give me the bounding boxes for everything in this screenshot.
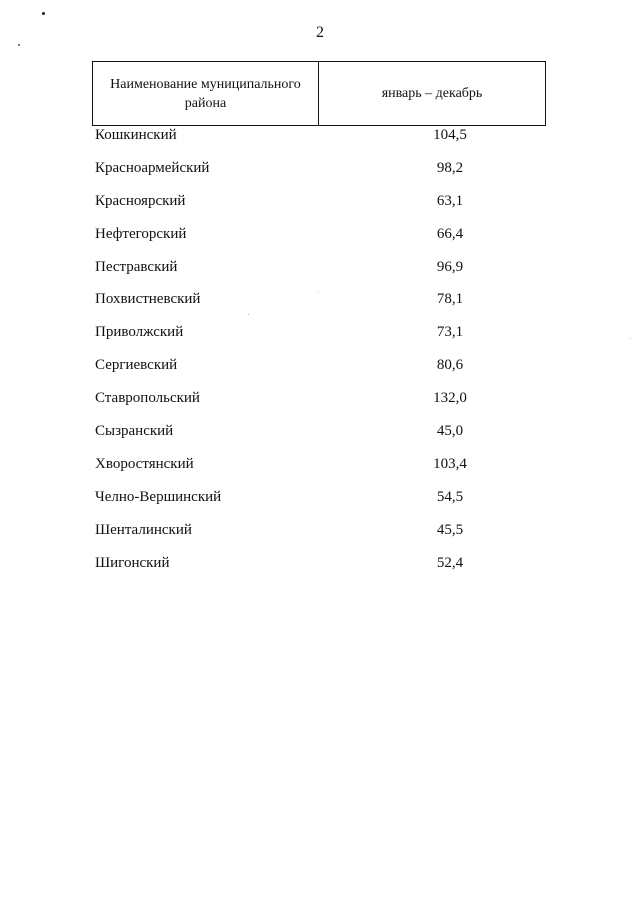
table-row — [95, 521, 545, 554]
table-row — [95, 225, 545, 258]
table-row — [95, 455, 545, 488]
district-name: Красноармейский — [95, 159, 210, 176]
table-row — [95, 290, 545, 323]
district-name: Сергиевский — [95, 357, 178, 374]
district-name: Красноярский — [95, 192, 186, 209]
district-value: 63,1 — [436, 192, 464, 209]
district-name: Хворостянский — [95, 455, 194, 472]
scan-speck — [630, 338, 631, 339]
table-row — [95, 488, 545, 521]
district-value: 104,5 — [433, 127, 467, 143]
district-name: Сызранский — [95, 423, 174, 440]
district-name: Кошкинский — [95, 127, 177, 143]
table-row — [95, 389, 545, 422]
district-value: 103,4 — [433, 455, 467, 472]
scan-speck — [18, 44, 20, 46]
district-name: Похвистневский — [95, 291, 201, 308]
district-value: 98,2 — [436, 159, 464, 176]
column-header-period: январь – декабрь — [381, 86, 483, 101]
scan-speck — [42, 12, 45, 15]
district-name: Шенталинский — [95, 521, 192, 538]
district-value: 96,9 — [436, 258, 464, 275]
district-value: 54,5 — [436, 488, 464, 505]
district-value: 45,0 — [436, 423, 464, 440]
district-value: 45,5 — [436, 521, 464, 538]
column-header-district-name: Наименование муниципального района — [93, 62, 319, 125]
district-name: Пестравский — [95, 258, 178, 275]
district-name: Шигонский — [95, 554, 170, 571]
district-value: 66,4 — [436, 225, 464, 242]
table-row — [95, 159, 545, 192]
district-name: Приволжский — [95, 324, 184, 341]
table-row — [95, 192, 545, 225]
district-value: 78,1 — [436, 291, 464, 308]
table-body — [95, 126, 545, 586]
table-row — [95, 422, 545, 455]
table-row — [95, 356, 545, 389]
page-number: 2 — [316, 24, 324, 41]
district-name: Ставропольский — [95, 390, 200, 407]
table-row — [95, 126, 545, 159]
table-row — [95, 258, 545, 291]
district-name: Нефтегорский — [95, 225, 187, 242]
district-value: 80,6 — [436, 357, 464, 374]
district-value: 73,1 — [436, 324, 464, 341]
district-value: 52,4 — [436, 554, 464, 571]
table-row — [95, 554, 545, 587]
district-name: Челно-Вершинский — [95, 488, 222, 505]
district-value: 132,0 — [433, 390, 467, 407]
table-row — [95, 323, 545, 356]
table-header — [92, 61, 546, 126]
